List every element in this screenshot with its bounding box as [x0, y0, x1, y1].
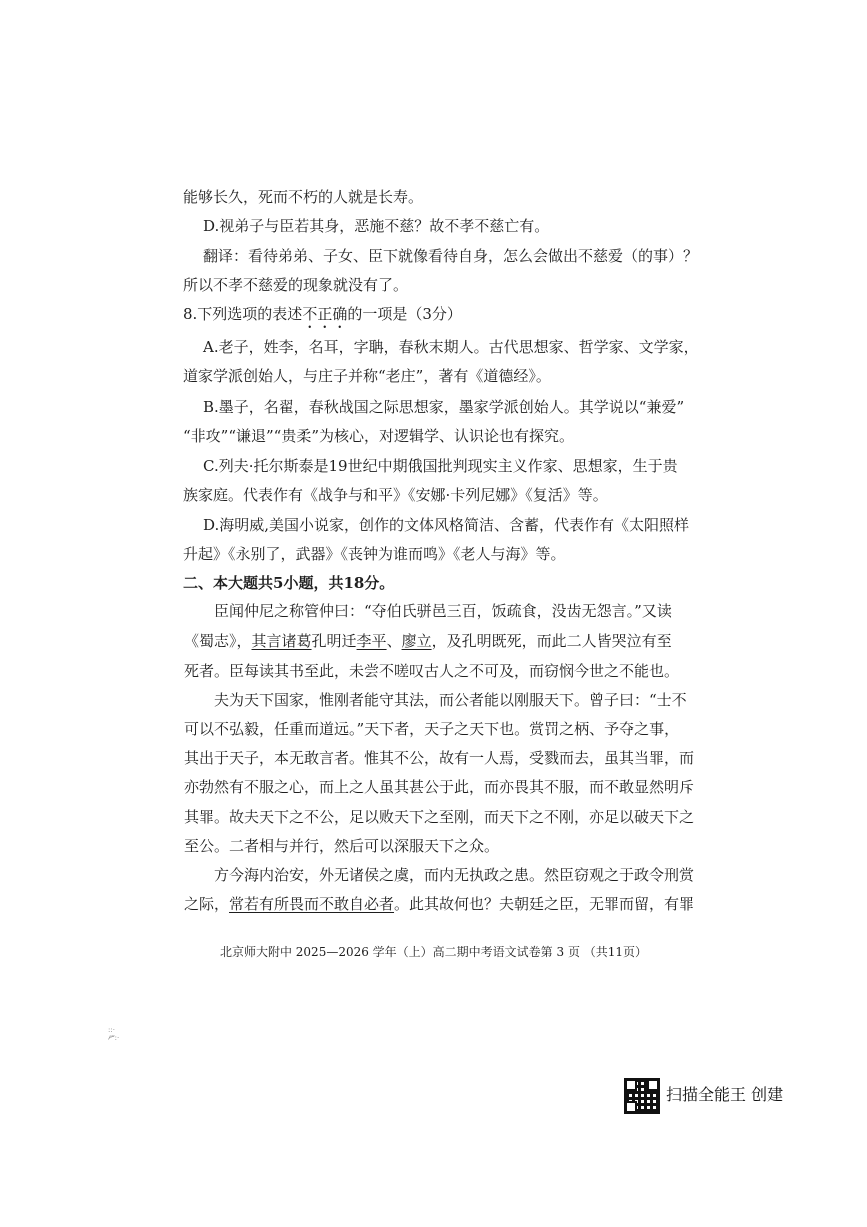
passage-p1-line-1: 臣闻仲尼之称管仲曰：“夺伯氏骈邑三百，饭疏食，没齿无怨言。”又读: [214, 602, 672, 620]
qr-finder-icon: [625, 1101, 637, 1113]
passage-p1-line-2: [184, 631, 672, 651]
option-d-line-2: 升起》《永别了，武器》《丧钟为谁而鸣》《老人与海》等。: [183, 545, 566, 563]
passage-text: 《蜀志》，: [184, 632, 252, 650]
underlined-text: 廖立: [401, 632, 432, 650]
passage-p2-line-6: 至公。二者相与并行，然后可以深服天下之众。: [184, 837, 500, 855]
passage-text: 之际，: [184, 895, 230, 913]
translation-line-1: 翻译：看待弟弟、子女、臣下就像看待自身，怎么会做出不慈爱（的事）？: [203, 247, 699, 265]
emphasized-text: 不正确: [302, 305, 348, 323]
passage-text: 孔明迁: [311, 632, 357, 650]
underlined-text: 常若有所畏而不敢自必者: [229, 895, 395, 913]
passage-p2-line-1: 夫为天下国家，惟刚者能守其法，而公者能以刚服天下。曾子曰：“士不: [214, 691, 687, 709]
passage-p3-line-2: [184, 894, 694, 914]
passage-p2-line-4: 亦勃然有不服之心，而上之人虽其甚公于此，而亦畏其不服，而不敢显然明斥: [184, 778, 695, 796]
option-d-previous: D.视弟子与臣若其身，恶施不慈？故不孝不慈亡有。: [203, 217, 550, 235]
passage-text: 。此其故何也？夫朝廷之臣，无罪而留，有罪: [394, 895, 695, 913]
option-c-line-1: C.列夫·托尔斯泰是19世纪中期俄国批判现实主义作家、思想家，生于贵: [203, 457, 678, 475]
passage-text: 、: [386, 632, 402, 650]
qr-code-icon: [626, 1080, 658, 1112]
option-c-line-2: 族家庭。代表作有《战争与和平》《安娜·卡列尼娜》《复活》等。: [183, 486, 608, 504]
passage-p2-line-5: 其罪。故夫天下之不公，足以败天下之至刚，而天下之不刚，亦足以破天下之: [184, 808, 695, 826]
option-b-line-1: B.墨子，名翟，春秋战国之际思想家，墨家学派创始人。其学说以“兼爱”: [203, 398, 685, 416]
section-2-heading: 二、本大题共5小题，共18分。: [183, 574, 395, 592]
stem-text: 8.下列选项的表述: [183, 305, 303, 323]
passage-text: ，及孔明既死，而此二人皆哭泣有至: [431, 632, 672, 650]
underlined-text: 其言诸葛: [251, 632, 312, 650]
option-b-line-2: “非攻”“谦退”“贵柔”为核心，对逻辑学、认识论也有探究。: [183, 427, 575, 445]
passage-p1-line-3: 死者。臣每读其书至此，未尝不嗟叹古人之不可及，而窃悯今世之不能也。: [184, 662, 680, 680]
scanner-watermark: 扫描全能王 创建: [666, 1085, 784, 1104]
qr-finder-icon: [647, 1079, 659, 1091]
passage-p2-line-2: 可以不弘毅，任重而道远。”天下者，天子之天下也。赏罚之柄、予夺之事，: [184, 720, 680, 738]
underlined-text: 李平: [356, 632, 387, 650]
option-d-line-1: D.海明威,美国小说家，创作的文体风格简洁、含蓄，代表作有《太阳照样: [203, 516, 690, 534]
translation-line-2: 所以不孝不慈爱的现象就没有了。: [183, 276, 409, 294]
page-footer: 北京师大附中 2025—2026 学年（上）高二期中考语文试卷第 3 页 （共11页）: [219, 945, 648, 959]
option-a-line-2: 道家学派创始人，与庄子并称“老庄”，著有《道德经》。: [183, 367, 551, 385]
qr-finder-icon: [625, 1079, 637, 1091]
question-8-stem: [183, 304, 462, 332]
prev-answer-line: 能够长久，死而不朽的人就是长寿。: [183, 188, 424, 206]
passage-p2-line-3: 其出于天子，本无敢言者。惟其不公，故有一人焉，受戮而去，虽其当罪，而: [184, 749, 695, 767]
stem-text: 的一项是（3分）: [347, 305, 462, 323]
option-a-line-1: A.老子，姓李，名耳，字聃，春秋末期人。古代思想家、哲学家、文学家，: [203, 338, 699, 356]
scan-artifact: ::· ሥ:·: [108, 1026, 120, 1042]
passage-p3-line-1: 方今海内治安，外无诸侯之虞，而内无执政之患。然臣窃观之于政令刑赏: [214, 866, 695, 884]
